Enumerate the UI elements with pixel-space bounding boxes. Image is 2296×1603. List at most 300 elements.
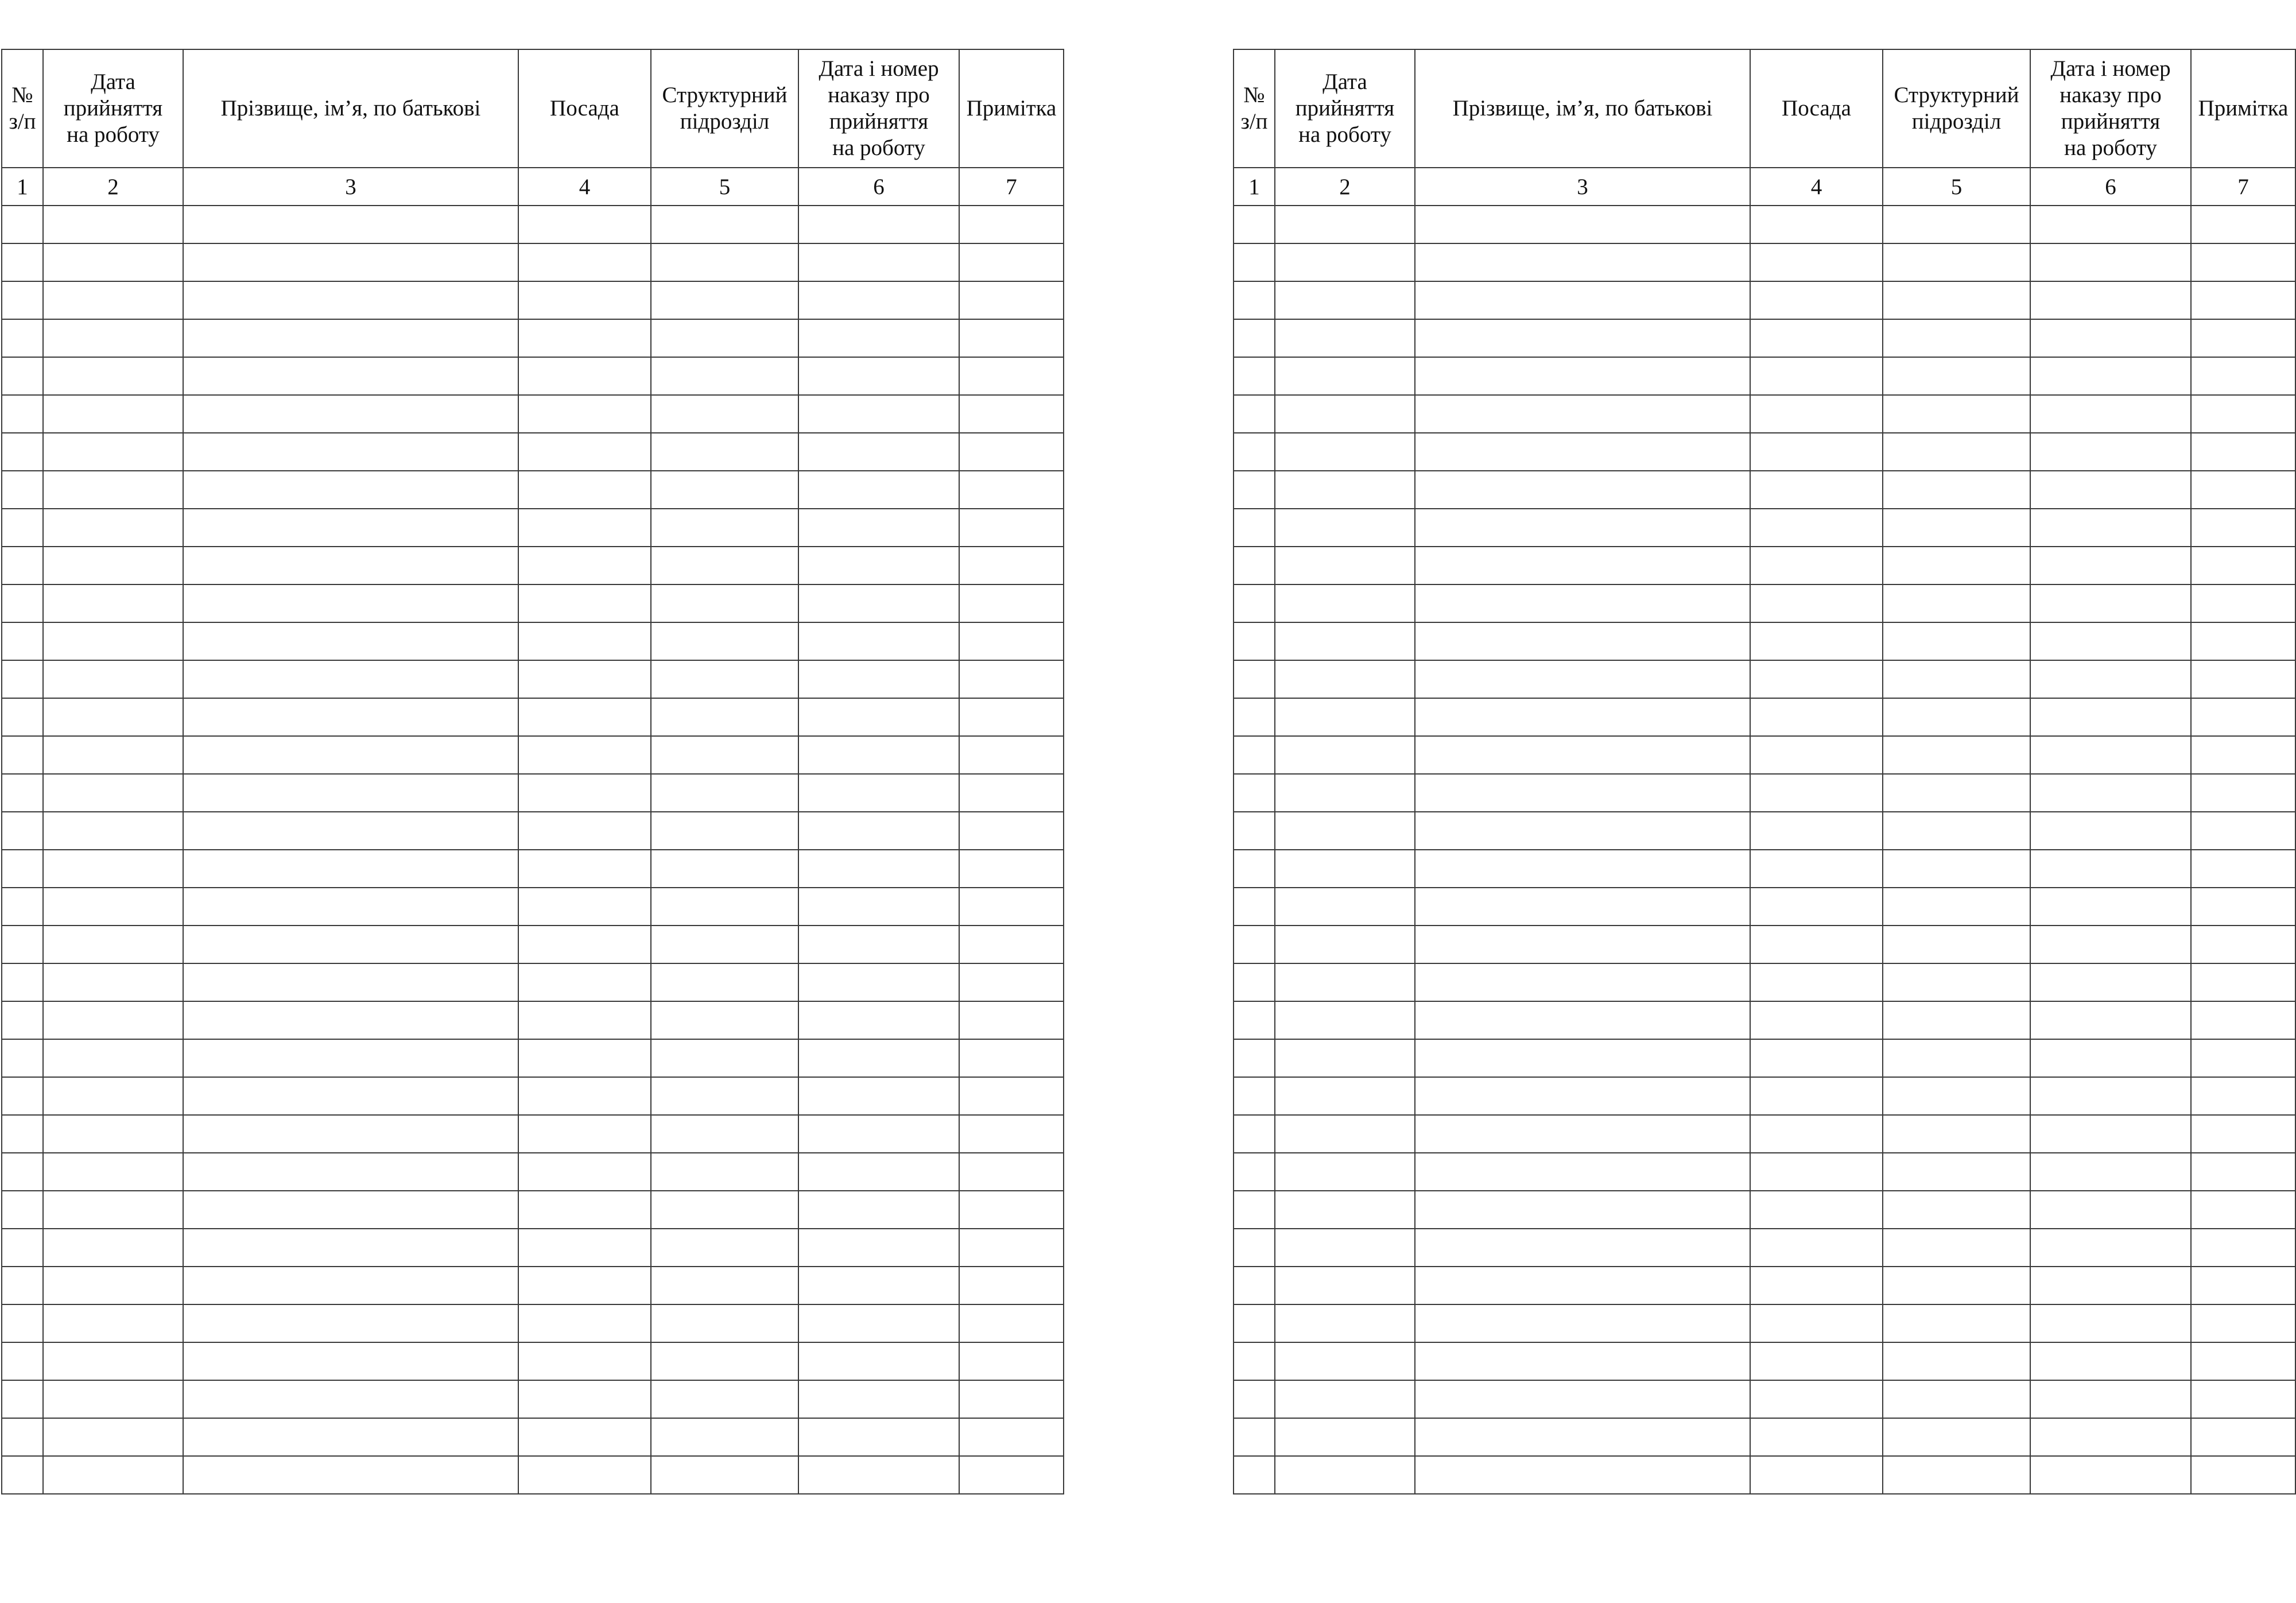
empty-cell[interactable] bbox=[2191, 622, 2295, 660]
empty-cell[interactable] bbox=[518, 1191, 651, 1229]
empty-cell[interactable] bbox=[2030, 206, 2191, 243]
empty-cell[interactable] bbox=[2191, 281, 2295, 319]
empty-cell[interactable] bbox=[183, 1380, 518, 1418]
empty-cell[interactable] bbox=[518, 1380, 651, 1418]
empty-cell[interactable] bbox=[1275, 850, 1415, 888]
empty-cell[interactable] bbox=[959, 850, 1064, 888]
empty-cell[interactable] bbox=[798, 1039, 959, 1077]
empty-cell[interactable] bbox=[1415, 850, 1750, 888]
empty-cell[interactable] bbox=[798, 698, 959, 736]
empty-cell[interactable] bbox=[183, 1418, 518, 1456]
empty-cell[interactable] bbox=[518, 1115, 651, 1153]
empty-cell[interactable] bbox=[2030, 547, 2191, 584]
empty-cell[interactable] bbox=[1275, 812, 1415, 850]
empty-cell[interactable] bbox=[518, 1153, 651, 1191]
empty-cell[interactable] bbox=[183, 812, 518, 850]
empty-cell[interactable] bbox=[1883, 888, 2030, 926]
empty-cell[interactable] bbox=[1883, 698, 2030, 736]
empty-cell[interactable] bbox=[43, 357, 183, 395]
empty-cell[interactable] bbox=[798, 547, 959, 584]
empty-cell[interactable] bbox=[1234, 812, 1275, 850]
empty-cell[interactable] bbox=[2191, 1191, 2295, 1229]
empty-cell[interactable] bbox=[2030, 812, 2191, 850]
empty-cell[interactable] bbox=[1415, 1342, 1750, 1380]
empty-cell[interactable] bbox=[1750, 1456, 1883, 1494]
empty-cell[interactable] bbox=[651, 433, 798, 471]
empty-cell[interactable] bbox=[959, 1077, 1064, 1115]
empty-cell[interactable] bbox=[1750, 1342, 1883, 1380]
empty-cell[interactable] bbox=[1275, 584, 1415, 622]
empty-cell[interactable] bbox=[2030, 281, 2191, 319]
empty-cell[interactable] bbox=[43, 1304, 183, 1342]
empty-cell[interactable] bbox=[1415, 471, 1750, 509]
empty-cell[interactable] bbox=[1883, 1267, 2030, 1304]
empty-cell[interactable] bbox=[43, 622, 183, 660]
empty-cell[interactable] bbox=[1234, 471, 1275, 509]
empty-cell[interactable] bbox=[651, 1267, 798, 1304]
empty-cell[interactable] bbox=[1275, 1115, 1415, 1153]
empty-cell[interactable] bbox=[2, 1039, 43, 1077]
empty-cell[interactable] bbox=[1415, 1456, 1750, 1494]
empty-cell[interactable] bbox=[798, 243, 959, 281]
empty-cell[interactable] bbox=[1234, 736, 1275, 774]
empty-cell[interactable] bbox=[2, 850, 43, 888]
empty-cell[interactable] bbox=[1750, 888, 1883, 926]
empty-cell[interactable] bbox=[43, 1191, 183, 1229]
empty-cell[interactable] bbox=[2, 1342, 43, 1380]
empty-cell[interactable] bbox=[1234, 1342, 1275, 1380]
empty-cell[interactable] bbox=[1234, 357, 1275, 395]
empty-cell[interactable] bbox=[43, 206, 183, 243]
empty-cell[interactable] bbox=[43, 584, 183, 622]
empty-cell[interactable] bbox=[959, 926, 1064, 963]
empty-cell[interactable] bbox=[798, 206, 959, 243]
empty-cell[interactable] bbox=[2030, 1153, 2191, 1191]
empty-cell[interactable] bbox=[1275, 888, 1415, 926]
empty-cell[interactable] bbox=[651, 357, 798, 395]
empty-cell[interactable] bbox=[2191, 206, 2295, 243]
empty-cell[interactable] bbox=[183, 319, 518, 357]
empty-cell[interactable] bbox=[1883, 963, 2030, 1001]
empty-cell[interactable] bbox=[1275, 1267, 1415, 1304]
empty-cell[interactable] bbox=[518, 1001, 651, 1039]
empty-cell[interactable] bbox=[1883, 622, 2030, 660]
empty-cell[interactable] bbox=[651, 243, 798, 281]
empty-cell[interactable] bbox=[2, 926, 43, 963]
empty-cell[interactable] bbox=[798, 736, 959, 774]
empty-cell[interactable] bbox=[651, 622, 798, 660]
empty-cell[interactable] bbox=[2, 736, 43, 774]
empty-cell[interactable] bbox=[651, 1342, 798, 1380]
empty-cell[interactable] bbox=[1415, 509, 1750, 547]
empty-cell[interactable] bbox=[651, 1001, 798, 1039]
empty-cell[interactable] bbox=[1750, 243, 1883, 281]
empty-cell[interactable] bbox=[183, 774, 518, 812]
empty-cell[interactable] bbox=[1234, 660, 1275, 698]
empty-cell[interactable] bbox=[1750, 206, 1883, 243]
empty-cell[interactable] bbox=[1275, 1304, 1415, 1342]
empty-cell[interactable] bbox=[2030, 584, 2191, 622]
empty-cell[interactable] bbox=[43, 1077, 183, 1115]
empty-cell[interactable] bbox=[651, 1191, 798, 1229]
empty-cell[interactable] bbox=[651, 547, 798, 584]
empty-cell[interactable] bbox=[2191, 357, 2295, 395]
empty-cell[interactable] bbox=[959, 1418, 1064, 1456]
empty-cell[interactable] bbox=[959, 774, 1064, 812]
empty-cell[interactable] bbox=[959, 471, 1064, 509]
empty-cell[interactable] bbox=[183, 926, 518, 963]
empty-cell[interactable] bbox=[651, 963, 798, 1001]
empty-cell[interactable] bbox=[798, 660, 959, 698]
empty-cell[interactable] bbox=[1234, 584, 1275, 622]
empty-cell[interactable] bbox=[43, 812, 183, 850]
empty-cell[interactable] bbox=[183, 1115, 518, 1153]
empty-cell[interactable] bbox=[1883, 1418, 2030, 1456]
empty-cell[interactable] bbox=[1750, 1153, 1883, 1191]
empty-cell[interactable] bbox=[1275, 774, 1415, 812]
empty-cell[interactable] bbox=[959, 963, 1064, 1001]
empty-cell[interactable] bbox=[651, 1077, 798, 1115]
empty-cell[interactable] bbox=[798, 281, 959, 319]
empty-cell[interactable] bbox=[518, 471, 651, 509]
empty-cell[interactable] bbox=[2, 1304, 43, 1342]
empty-cell[interactable] bbox=[2191, 584, 2295, 622]
empty-cell[interactable] bbox=[798, 1191, 959, 1229]
empty-cell[interactable] bbox=[518, 888, 651, 926]
empty-cell[interactable] bbox=[518, 850, 651, 888]
empty-cell[interactable] bbox=[1234, 1001, 1275, 1039]
empty-cell[interactable] bbox=[959, 812, 1064, 850]
empty-cell[interactable] bbox=[1415, 433, 1750, 471]
empty-cell[interactable] bbox=[2, 622, 43, 660]
empty-cell[interactable] bbox=[1275, 433, 1415, 471]
empty-cell[interactable] bbox=[518, 243, 651, 281]
empty-cell[interactable] bbox=[1883, 1115, 2030, 1153]
empty-cell[interactable] bbox=[183, 660, 518, 698]
empty-cell[interactable] bbox=[1883, 319, 2030, 357]
empty-cell[interactable] bbox=[1234, 926, 1275, 963]
empty-cell[interactable] bbox=[2191, 547, 2295, 584]
empty-cell[interactable] bbox=[2191, 1229, 2295, 1267]
empty-cell[interactable] bbox=[2030, 1077, 2191, 1115]
empty-cell[interactable] bbox=[43, 850, 183, 888]
empty-cell[interactable] bbox=[183, 1456, 518, 1494]
empty-cell[interactable] bbox=[518, 1342, 651, 1380]
empty-cell[interactable] bbox=[183, 1153, 518, 1191]
empty-cell[interactable] bbox=[518, 206, 651, 243]
empty-cell[interactable] bbox=[2191, 1077, 2295, 1115]
empty-cell[interactable] bbox=[651, 1115, 798, 1153]
empty-cell[interactable] bbox=[1883, 281, 2030, 319]
empty-cell[interactable] bbox=[2, 1153, 43, 1191]
empty-cell[interactable] bbox=[798, 622, 959, 660]
empty-cell[interactable] bbox=[1415, 584, 1750, 622]
empty-cell[interactable] bbox=[2191, 926, 2295, 963]
empty-cell[interactable] bbox=[959, 584, 1064, 622]
empty-cell[interactable] bbox=[651, 395, 798, 433]
empty-cell[interactable] bbox=[1234, 206, 1275, 243]
empty-cell[interactable] bbox=[1275, 1456, 1415, 1494]
empty-cell[interactable] bbox=[1750, 660, 1883, 698]
empty-cell[interactable] bbox=[1883, 1380, 2030, 1418]
empty-cell[interactable] bbox=[1415, 698, 1750, 736]
empty-cell[interactable] bbox=[1883, 1342, 2030, 1380]
empty-cell[interactable] bbox=[2030, 357, 2191, 395]
empty-cell[interactable] bbox=[2030, 1380, 2191, 1418]
empty-cell[interactable] bbox=[798, 812, 959, 850]
empty-cell[interactable] bbox=[2191, 1342, 2295, 1380]
empty-cell[interactable] bbox=[959, 1191, 1064, 1229]
empty-cell[interactable] bbox=[959, 1380, 1064, 1418]
empty-cell[interactable] bbox=[1275, 1001, 1415, 1039]
empty-cell[interactable] bbox=[2191, 1380, 2295, 1418]
empty-cell[interactable] bbox=[798, 888, 959, 926]
empty-cell[interactable] bbox=[1750, 774, 1883, 812]
empty-cell[interactable] bbox=[2030, 433, 2191, 471]
empty-cell[interactable] bbox=[183, 206, 518, 243]
empty-cell[interactable] bbox=[798, 509, 959, 547]
empty-cell[interactable] bbox=[518, 1418, 651, 1456]
empty-cell[interactable] bbox=[183, 1039, 518, 1077]
empty-cell[interactable] bbox=[1883, 471, 2030, 509]
empty-cell[interactable] bbox=[959, 1153, 1064, 1191]
empty-cell[interactable] bbox=[518, 926, 651, 963]
empty-cell[interactable] bbox=[2030, 243, 2191, 281]
empty-cell[interactable] bbox=[183, 357, 518, 395]
empty-cell[interactable] bbox=[2191, 1115, 2295, 1153]
empty-cell[interactable] bbox=[651, 698, 798, 736]
empty-cell[interactable] bbox=[651, 584, 798, 622]
empty-cell[interactable] bbox=[1415, 774, 1750, 812]
empty-cell[interactable] bbox=[798, 1418, 959, 1456]
empty-cell[interactable] bbox=[43, 963, 183, 1001]
empty-cell[interactable] bbox=[651, 812, 798, 850]
empty-cell[interactable] bbox=[2191, 1039, 2295, 1077]
empty-cell[interactable] bbox=[1750, 1267, 1883, 1304]
empty-cell[interactable] bbox=[1234, 1039, 1275, 1077]
empty-cell[interactable] bbox=[1883, 1077, 2030, 1115]
empty-cell[interactable] bbox=[1234, 1115, 1275, 1153]
empty-cell[interactable] bbox=[1415, 395, 1750, 433]
empty-cell[interactable] bbox=[798, 1304, 959, 1342]
empty-cell[interactable] bbox=[1883, 547, 2030, 584]
empty-cell[interactable] bbox=[959, 433, 1064, 471]
empty-cell[interactable] bbox=[1415, 206, 1750, 243]
empty-cell[interactable] bbox=[1415, 926, 1750, 963]
empty-cell[interactable] bbox=[183, 888, 518, 926]
empty-cell[interactable] bbox=[2030, 471, 2191, 509]
empty-cell[interactable] bbox=[959, 281, 1064, 319]
empty-cell[interactable] bbox=[2191, 963, 2295, 1001]
empty-cell[interactable] bbox=[1750, 1039, 1883, 1077]
empty-cell[interactable] bbox=[2191, 1267, 2295, 1304]
empty-cell[interactable] bbox=[651, 1039, 798, 1077]
empty-cell[interactable] bbox=[2030, 698, 2191, 736]
empty-cell[interactable] bbox=[183, 509, 518, 547]
empty-cell[interactable] bbox=[518, 963, 651, 1001]
empty-cell[interactable] bbox=[2030, 774, 2191, 812]
empty-cell[interactable] bbox=[651, 774, 798, 812]
empty-cell[interactable] bbox=[2191, 774, 2295, 812]
empty-cell[interactable] bbox=[518, 1456, 651, 1494]
empty-cell[interactable] bbox=[43, 1153, 183, 1191]
empty-cell[interactable] bbox=[518, 1077, 651, 1115]
empty-cell[interactable] bbox=[183, 395, 518, 433]
empty-cell[interactable] bbox=[2030, 926, 2191, 963]
empty-cell[interactable] bbox=[2191, 1456, 2295, 1494]
empty-cell[interactable] bbox=[798, 1077, 959, 1115]
empty-cell[interactable] bbox=[43, 1115, 183, 1153]
empty-cell[interactable] bbox=[2, 660, 43, 698]
empty-cell[interactable] bbox=[959, 319, 1064, 357]
empty-cell[interactable] bbox=[43, 1418, 183, 1456]
empty-cell[interactable] bbox=[43, 1229, 183, 1267]
empty-cell[interactable] bbox=[651, 1153, 798, 1191]
empty-cell[interactable] bbox=[1275, 1229, 1415, 1267]
empty-cell[interactable] bbox=[183, 584, 518, 622]
empty-cell[interactable] bbox=[1234, 774, 1275, 812]
empty-cell[interactable] bbox=[2, 1456, 43, 1494]
empty-cell[interactable] bbox=[798, 1115, 959, 1153]
empty-cell[interactable] bbox=[1750, 850, 1883, 888]
empty-cell[interactable] bbox=[518, 698, 651, 736]
empty-cell[interactable] bbox=[2191, 471, 2295, 509]
empty-cell[interactable] bbox=[1415, 1304, 1750, 1342]
empty-cell[interactable] bbox=[2191, 509, 2295, 547]
empty-cell[interactable] bbox=[2030, 1001, 2191, 1039]
empty-cell[interactable] bbox=[2030, 888, 2191, 926]
empty-cell[interactable] bbox=[1415, 357, 1750, 395]
empty-cell[interactable] bbox=[959, 1267, 1064, 1304]
empty-cell[interactable] bbox=[1275, 1039, 1415, 1077]
empty-cell[interactable] bbox=[1883, 1229, 2030, 1267]
empty-cell[interactable] bbox=[2030, 509, 2191, 547]
empty-cell[interactable] bbox=[518, 774, 651, 812]
empty-cell[interactable] bbox=[651, 1456, 798, 1494]
empty-cell[interactable] bbox=[1234, 1380, 1275, 1418]
empty-cell[interactable] bbox=[651, 926, 798, 963]
empty-cell[interactable] bbox=[798, 395, 959, 433]
empty-cell[interactable] bbox=[1234, 281, 1275, 319]
empty-cell[interactable] bbox=[1415, 547, 1750, 584]
empty-cell[interactable] bbox=[43, 471, 183, 509]
empty-cell[interactable] bbox=[43, 698, 183, 736]
empty-cell[interactable] bbox=[1275, 963, 1415, 1001]
empty-cell[interactable] bbox=[518, 622, 651, 660]
empty-cell[interactable] bbox=[183, 1304, 518, 1342]
empty-cell[interactable] bbox=[183, 1267, 518, 1304]
empty-cell[interactable] bbox=[1234, 888, 1275, 926]
empty-cell[interactable] bbox=[1750, 1001, 1883, 1039]
empty-cell[interactable] bbox=[183, 1077, 518, 1115]
empty-cell[interactable] bbox=[959, 1456, 1064, 1494]
empty-cell[interactable] bbox=[1275, 395, 1415, 433]
empty-cell[interactable] bbox=[1750, 395, 1883, 433]
empty-cell[interactable] bbox=[518, 1229, 651, 1267]
empty-cell[interactable] bbox=[1275, 547, 1415, 584]
empty-cell[interactable] bbox=[1883, 1191, 2030, 1229]
empty-cell[interactable] bbox=[43, 888, 183, 926]
empty-cell[interactable] bbox=[2191, 319, 2295, 357]
empty-cell[interactable] bbox=[798, 1342, 959, 1380]
empty-cell[interactable] bbox=[1750, 926, 1883, 963]
empty-cell[interactable] bbox=[959, 1229, 1064, 1267]
empty-cell[interactable] bbox=[1234, 963, 1275, 1001]
empty-cell[interactable] bbox=[2030, 1267, 2191, 1304]
empty-cell[interactable] bbox=[1750, 1115, 1883, 1153]
empty-cell[interactable] bbox=[43, 395, 183, 433]
empty-cell[interactable] bbox=[1234, 547, 1275, 584]
empty-cell[interactable] bbox=[1234, 1153, 1275, 1191]
empty-cell[interactable] bbox=[1275, 471, 1415, 509]
empty-cell[interactable] bbox=[1750, 319, 1883, 357]
empty-cell[interactable] bbox=[1883, 357, 2030, 395]
empty-cell[interactable] bbox=[959, 1342, 1064, 1380]
empty-cell[interactable] bbox=[43, 509, 183, 547]
empty-cell[interactable] bbox=[2, 243, 43, 281]
empty-cell[interactable] bbox=[1234, 1191, 1275, 1229]
empty-cell[interactable] bbox=[518, 357, 651, 395]
empty-cell[interactable] bbox=[1275, 281, 1415, 319]
empty-cell[interactable] bbox=[2, 698, 43, 736]
empty-cell[interactable] bbox=[798, 319, 959, 357]
empty-cell[interactable] bbox=[2, 1191, 43, 1229]
empty-cell[interactable] bbox=[651, 319, 798, 357]
empty-cell[interactable] bbox=[2030, 1115, 2191, 1153]
empty-cell[interactable] bbox=[43, 774, 183, 812]
empty-cell[interactable] bbox=[1883, 433, 2030, 471]
empty-cell[interactable] bbox=[798, 357, 959, 395]
empty-cell[interactable] bbox=[1415, 1115, 1750, 1153]
empty-cell[interactable] bbox=[959, 1115, 1064, 1153]
empty-cell[interactable] bbox=[518, 433, 651, 471]
empty-cell[interactable] bbox=[2191, 850, 2295, 888]
empty-cell[interactable] bbox=[43, 1342, 183, 1380]
empty-cell[interactable] bbox=[1415, 1380, 1750, 1418]
empty-cell[interactable] bbox=[1750, 1229, 1883, 1267]
empty-cell[interactable] bbox=[2191, 812, 2295, 850]
empty-cell[interactable] bbox=[2030, 1418, 2191, 1456]
empty-cell[interactable] bbox=[518, 812, 651, 850]
empty-cell[interactable] bbox=[2, 888, 43, 926]
empty-cell[interactable] bbox=[1234, 850, 1275, 888]
empty-cell[interactable] bbox=[183, 1342, 518, 1380]
empty-cell[interactable] bbox=[518, 319, 651, 357]
empty-cell[interactable] bbox=[1275, 698, 1415, 736]
empty-cell[interactable] bbox=[43, 281, 183, 319]
empty-cell[interactable] bbox=[1275, 736, 1415, 774]
empty-cell[interactable] bbox=[2, 1077, 43, 1115]
empty-cell[interactable] bbox=[2191, 660, 2295, 698]
empty-cell[interactable] bbox=[2191, 1418, 2295, 1456]
empty-cell[interactable] bbox=[2, 584, 43, 622]
empty-cell[interactable] bbox=[518, 1267, 651, 1304]
empty-cell[interactable] bbox=[798, 850, 959, 888]
empty-cell[interactable] bbox=[2, 1115, 43, 1153]
empty-cell[interactable] bbox=[183, 1001, 518, 1039]
empty-cell[interactable] bbox=[1883, 850, 2030, 888]
empty-cell[interactable] bbox=[1883, 395, 2030, 433]
empty-cell[interactable] bbox=[518, 395, 651, 433]
empty-cell[interactable] bbox=[43, 1001, 183, 1039]
empty-cell[interactable] bbox=[1275, 926, 1415, 963]
empty-cell[interactable] bbox=[1275, 509, 1415, 547]
empty-cell[interactable] bbox=[2030, 1039, 2191, 1077]
empty-cell[interactable] bbox=[959, 660, 1064, 698]
empty-cell[interactable] bbox=[1415, 1039, 1750, 1077]
empty-cell[interactable] bbox=[2, 1267, 43, 1304]
empty-cell[interactable] bbox=[1750, 1418, 1883, 1456]
